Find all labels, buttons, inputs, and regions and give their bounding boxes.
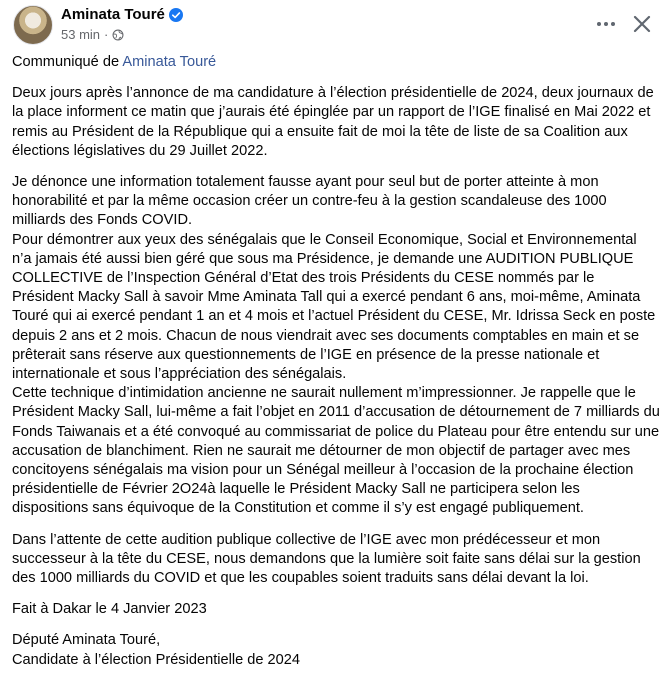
post-header [0, 0, 668, 56]
author-mention-link[interactable]: Aminata Touré [122, 54, 217, 70]
globe-icon[interactable] [112, 29, 124, 41]
post-intro [12, 53, 660, 72]
post-signature: Député Aminata Touré, Candidate à l’élection Présidentielle de 2024 [12, 632, 301, 668]
post-timestamp[interactable]: 53 min [61, 27, 101, 42]
post-body [12, 53, 660, 682]
author-name[interactable]: Aminata Touré [61, 6, 165, 23]
post-paragraph: Deux jours après l’annonce de ma candidature à l’élection présidentielle de 2024, deux journaux de la place informent ce matin que j’aurais été épinglée par un rapport de l’IGE finalisé en Mai 2022 et remis au Président de la République qui a ensuite fait de moi la tête de liste de sa Coalition aux élections législatives du 29 Juillet 2022. [12, 85, 654, 159]
author-avatar[interactable] [13, 5, 53, 45]
more-options-icon[interactable] [589, 10, 623, 38]
post-paragraph: Je dénonce une information totalement fausse ayant pour seul but de porter atteinte à mon honorabilité et par la même occasion créer un contre-feu à la gestion scandaleuse des 1000 milliards des Fonds COVID. Pour démontrer aux yeux des sénégalais que le Conseil Economique, Social et Environnemental n’a jamais été aussi bien géré que sous ma Présidence, je demande une AUDITION PUBLIQUE COLLECTIVE de l’Inspection Général d’Etat des trois Présidents du CESE nommés par le Président Macky Sall à savoir Mme Aminata Tall qui a exercé pendant 6 ans, moi-même, Aminata Touré qui ai exercé pendant 1 an et 4 mois et l’actuel Président du CESE, Mr. Idrissa Seck en poste depuis 2 ans et 2 mois. Chacun de nous viendrait avec ses documents comptables en main et se prêterait sans réserve aux questionnements de l’IGE en présence de la presse nationale et internationale et sous l’appréciation des sénégalais. Cette technique d’intimidation ancienne ne saurait nullement m’impressionner. Je rappelle que le Président Macky Sall, lui-même a fait l’objet en 2011 d’accusation de détournement de 7 milliards du Fonds Taiwanais et a été convoqué au commissariat de police du Plateau pour être entendu sur une accusation de blanchiment. Rien ne saurait me détourner de mon objectif de partager avec mes concitoyens sénégalais ma vision pour un Sénégal meilleur à l’occasion de la prochaine élection présidentielle de Février 2O24à laquelle le Président Macky Sall ne participera selon les dispositions sans équivoque de la Constitution et comme il s’y est engagé publiquement. [12, 174, 660, 517]
verified-badge-icon [169, 8, 183, 22]
author-line [61, 6, 183, 23]
meta-separator: · [104, 27, 109, 42]
post-date-line: Fait à Dakar le 4 Janvier 2023 [12, 601, 207, 618]
post-paragraph: Dans l’attente de cette audition publique collective de l’IGE avec mon prédécesseur et mon successeur à la tête du CESE, nous demandons que la lumière soit faite sans délai sur la gestion des 1000 milliards du COVID et que les coupables soient traduits sans délai devant la loi. [12, 531, 641, 587]
intro-text: Communiqué de [12, 54, 120, 70]
close-icon[interactable] [628, 10, 656, 38]
post-meta [61, 27, 124, 42]
